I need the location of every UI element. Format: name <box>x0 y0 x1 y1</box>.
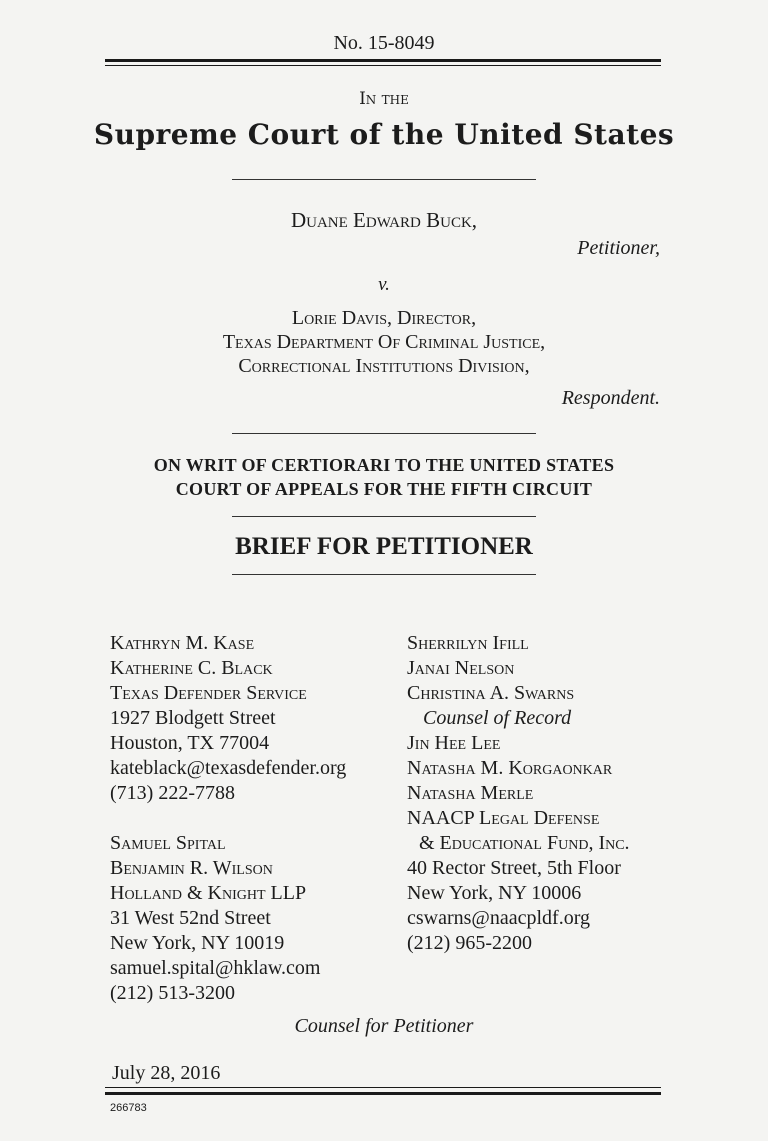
respondent-line: Lorie Davis, Director, <box>291 307 477 329</box>
divider-2 <box>232 433 536 434</box>
attorney-name: Kathryn M. Kase <box>110 632 255 654</box>
writ-line-2: COURT OF APPEALS FOR THE FIFTH CIRCUIT <box>175 479 593 499</box>
petitioner-name: Duane Edward Buck, <box>290 208 478 232</box>
city-address: New York, NY 10006 <box>407 882 582 904</box>
city-address: Houston, TX 77004 <box>110 732 270 754</box>
writ-line-1: ON WRIT OF CERTIORARI TO THE UNITED STATES <box>153 455 615 475</box>
city-address: New York, NY 10019 <box>110 932 285 954</box>
street-address: 1927 Blodgett Street <box>110 707 276 729</box>
street-address: 31 West 52nd Street <box>110 907 271 929</box>
attorney-name: Sherrilyn Ifill <box>407 632 529 654</box>
email: kateblack@texasdefender.org <box>110 757 347 779</box>
petitioner-role: Petitioner, <box>577 237 660 259</box>
attorney-name: Samuel Spital <box>110 832 226 854</box>
court-name: Supreme Court of the United States <box>93 118 675 151</box>
court-prefix: In the <box>359 89 409 109</box>
phone: (212) 513-3200 <box>110 982 235 1004</box>
versus: v. <box>378 274 390 295</box>
attorney-name: Janai Nelson <box>407 657 515 679</box>
respondent-line: Correctional Institutions Division, <box>238 355 530 377</box>
attorney-name: Katherine C. Black <box>110 657 273 679</box>
org-name: NAACP Legal Defense <box>407 807 600 829</box>
attorney-name: Natasha M. Korgaonkar <box>407 757 613 779</box>
firm-name: Holland & Knight LLP <box>110 882 307 904</box>
org-name-continued: & Educational Fund, Inc. <box>419 832 630 854</box>
print-number: 266783 <box>110 1102 147 1114</box>
case-number: No. 15-8049 <box>333 32 435 54</box>
attorney-name: Benjamin R. Wilson <box>110 857 273 879</box>
bottom-rule-thick <box>105 1092 661 1095</box>
document-title: BRIEF FOR PETITIONER <box>235 533 533 560</box>
divider-4 <box>232 574 536 575</box>
divider-1 <box>232 179 536 180</box>
email: cswarns@naacpldf.org <box>407 907 590 929</box>
filing-date: July 28, 2016 <box>112 1062 221 1084</box>
attorney-name: Christina A. Swarns <box>407 682 575 704</box>
counsel-of-record: Counsel of Record <box>423 707 572 729</box>
respondent-line: Texas Department Of Criminal Justice, <box>222 331 546 353</box>
firm-name: Texas Defender Service <box>110 682 307 704</box>
street-address: 40 Rector Street, 5th Floor <box>407 857 621 879</box>
phone: (713) 222-7788 <box>110 782 235 804</box>
counsel-for: Counsel for Petitioner <box>294 1015 474 1037</box>
bottom-rule-thin <box>105 1087 661 1088</box>
email: samuel.spital@hklaw.com <box>110 957 321 979</box>
counsel-right-column <box>407 631 630 956</box>
top-rule-thin <box>105 65 661 66</box>
divider-3 <box>232 516 536 517</box>
respondent-role: Respondent. <box>561 387 660 409</box>
counsel-left-column <box>110 631 346 1006</box>
attorney-name: Natasha Merle <box>407 782 534 804</box>
top-rule-thick <box>105 59 661 62</box>
phone: (212) 965-2200 <box>407 932 532 954</box>
attorney-name: Jin Hee Lee <box>407 732 501 754</box>
